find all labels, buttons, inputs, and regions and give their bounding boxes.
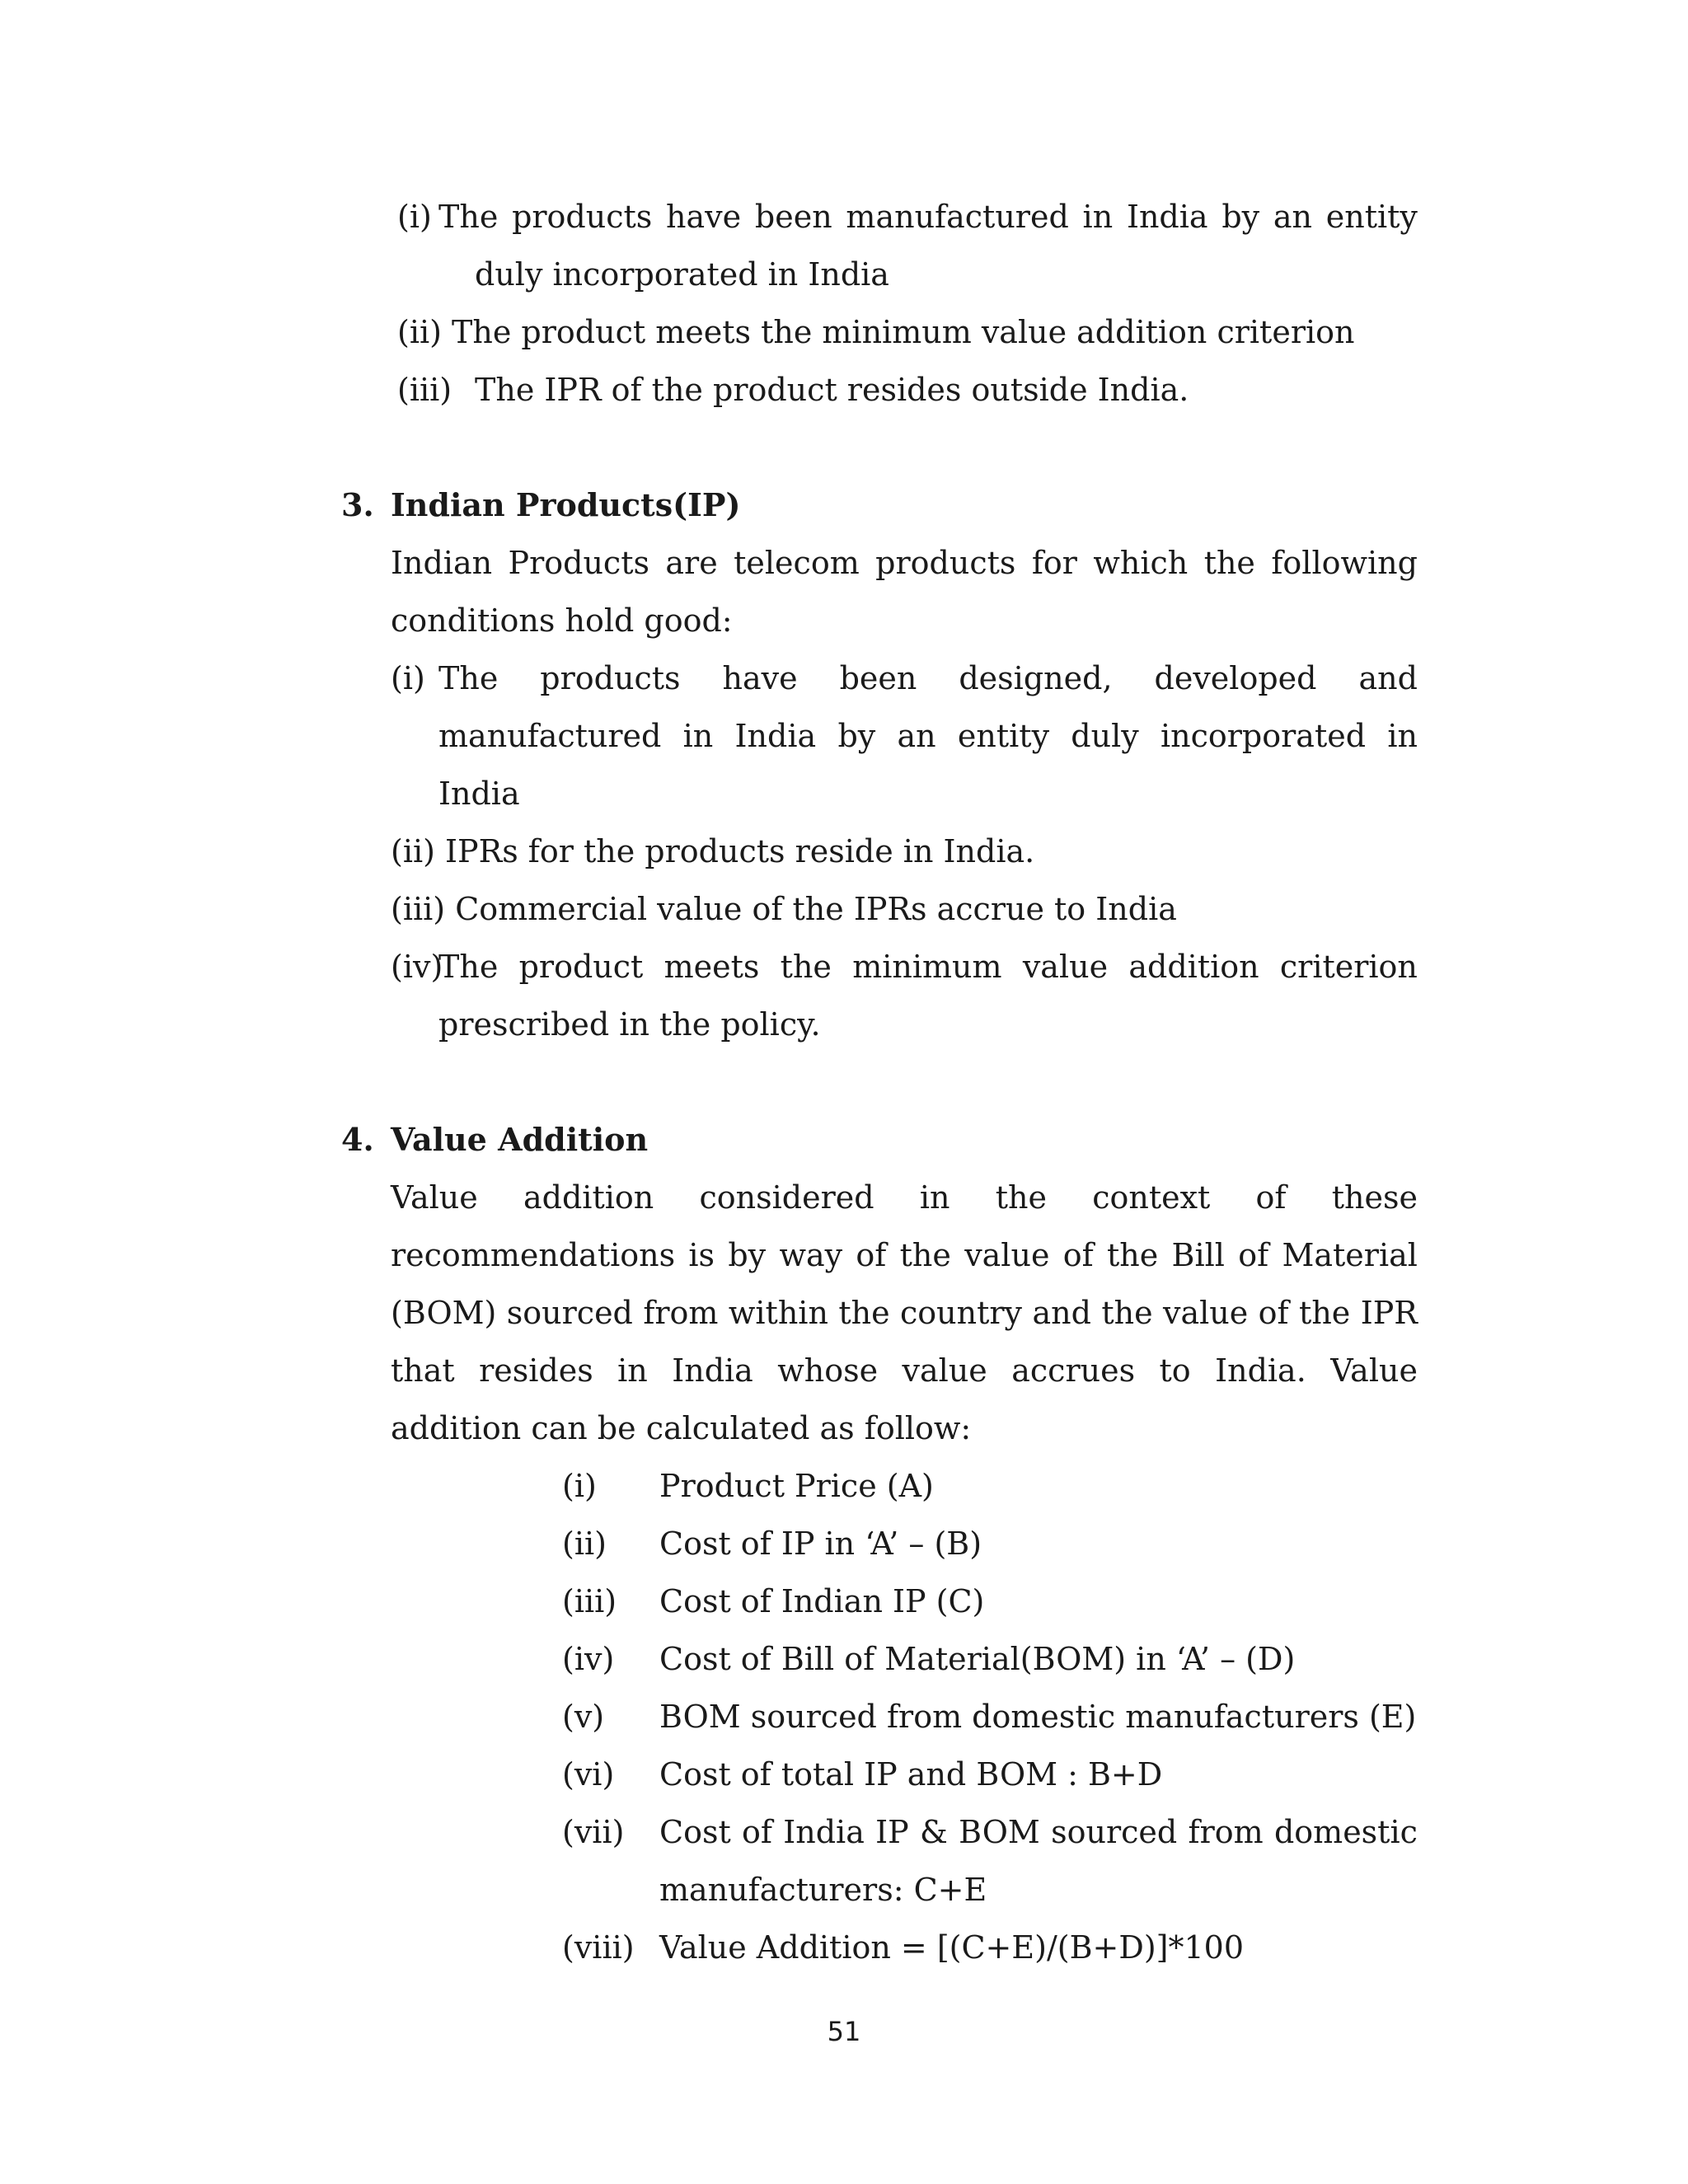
value-addition-item-label: (ii) bbox=[562, 1526, 607, 1562]
value-addition-item-text: Cost of Indian IP (C) bbox=[659, 1583, 985, 1619]
word: duly bbox=[1071, 718, 1139, 754]
word: The bbox=[438, 660, 499, 696]
word: country bbox=[900, 1295, 1023, 1331]
word: telecom bbox=[734, 545, 860, 581]
section-number: 3. bbox=[341, 486, 374, 523]
word: addition bbox=[1128, 949, 1259, 985]
word: IPR bbox=[1360, 1295, 1418, 1331]
word: minimum bbox=[852, 949, 1002, 985]
word: products bbox=[875, 545, 1016, 581]
word: in bbox=[617, 1352, 648, 1389]
word: the bbox=[899, 1237, 951, 1273]
word: for bbox=[1031, 545, 1077, 581]
list-item-line bbox=[438, 707, 1418, 765]
list-item: (iii) Commercial value of the IPRs accrue to India bbox=[391, 891, 1177, 927]
word: these bbox=[1331, 1179, 1418, 1216]
word: developed bbox=[1154, 660, 1317, 696]
word: an bbox=[1273, 199, 1312, 235]
word: an bbox=[897, 718, 936, 754]
word: entity bbox=[1325, 199, 1418, 235]
word: recommendations bbox=[391, 1237, 676, 1273]
word: products bbox=[540, 660, 681, 696]
value-addition-item-text: Value Addition = [(C+E)/(B+D)]*100 bbox=[659, 1929, 1244, 1966]
word: from bbox=[643, 1295, 719, 1331]
list-item-line: The IPR of the product resides outside India. bbox=[475, 372, 1189, 408]
word: of bbox=[742, 1814, 772, 1850]
word: following bbox=[1271, 545, 1418, 581]
word: Cost bbox=[659, 1814, 731, 1850]
paragraph-line: addition can be calculated as follow: bbox=[391, 1410, 972, 1446]
word: Indian bbox=[391, 545, 493, 581]
word: accrues bbox=[1011, 1352, 1136, 1389]
value-addition-item-text: Cost of Bill of Material(BOM) in ‘A’ – (D) bbox=[659, 1641, 1296, 1677]
section-number: 4. bbox=[341, 1121, 374, 1158]
word: The bbox=[438, 199, 499, 235]
word: considered bbox=[699, 1179, 874, 1216]
paragraph-line bbox=[391, 1169, 1418, 1226]
value-addition-item-label: (i) bbox=[562, 1468, 597, 1504]
word: the bbox=[780, 949, 832, 985]
value-addition-item-label: (iii) bbox=[562, 1583, 617, 1619]
word: Value bbox=[1330, 1352, 1418, 1389]
value-addition-item-text: Cost of IP in ‘A’ – (B) bbox=[659, 1526, 982, 1562]
word: domestic bbox=[1273, 1814, 1418, 1850]
section-heading: Indian Products(IP) bbox=[391, 486, 741, 523]
word: by bbox=[837, 718, 876, 754]
word: whose bbox=[777, 1352, 879, 1389]
page-number: 51 bbox=[827, 2016, 861, 2047]
word: in bbox=[919, 1179, 950, 1216]
word: and bbox=[1032, 1295, 1091, 1331]
word: within bbox=[728, 1295, 828, 1331]
word: the bbox=[1299, 1295, 1351, 1331]
word: in bbox=[682, 718, 714, 754]
paragraph-line bbox=[391, 1226, 1418, 1284]
word: the bbox=[995, 1179, 1047, 1216]
word: the bbox=[1106, 1237, 1159, 1273]
word: value bbox=[1022, 949, 1109, 985]
word: IP bbox=[875, 1814, 909, 1850]
paragraph-line bbox=[391, 1342, 1418, 1399]
word: are bbox=[665, 545, 718, 581]
word: BOM bbox=[959, 1814, 1040, 1850]
word: manufactured bbox=[438, 718, 662, 754]
word: been bbox=[754, 199, 832, 235]
section-heading: Value Addition bbox=[391, 1121, 649, 1158]
word: sourced bbox=[1051, 1814, 1178, 1850]
word: way bbox=[779, 1237, 843, 1273]
value-addition-item-label: (viii) bbox=[562, 1929, 635, 1966]
word: is bbox=[688, 1237, 715, 1273]
value-addition-item-label: (iv) bbox=[562, 1641, 615, 1677]
word: The bbox=[438, 949, 499, 985]
word: of bbox=[1258, 1295, 1289, 1331]
word: value bbox=[902, 1352, 987, 1389]
list-item: (ii) The product meets the minimum value addition criterion bbox=[397, 314, 1355, 350]
word: manufactured bbox=[846, 199, 1069, 235]
word: (BOM) bbox=[391, 1295, 497, 1331]
paragraph-line bbox=[391, 534, 1418, 592]
word: sourced bbox=[506, 1295, 633, 1331]
word: resides bbox=[479, 1352, 593, 1389]
word: that bbox=[391, 1352, 455, 1389]
list-item-line bbox=[438, 649, 1418, 707]
word: which bbox=[1093, 545, 1189, 581]
word: India bbox=[734, 718, 817, 754]
word: products bbox=[512, 199, 653, 235]
word: incorporated bbox=[1160, 718, 1367, 754]
word: meets bbox=[663, 949, 760, 985]
word: context bbox=[1092, 1179, 1211, 1216]
word: India bbox=[672, 1352, 753, 1389]
value-addition-item-text: Cost of total IP and BOM : B+D bbox=[659, 1756, 1163, 1793]
paragraph-line: conditions hold good: bbox=[391, 602, 733, 639]
word: Material bbox=[1282, 1237, 1418, 1273]
word: & bbox=[920, 1814, 948, 1850]
value-addition-item-label: (vi) bbox=[562, 1756, 615, 1793]
word: in bbox=[1082, 199, 1114, 235]
list-item-label: (iv) bbox=[391, 949, 443, 985]
value-addition-item-label: (v) bbox=[562, 1699, 605, 1735]
word: and bbox=[1358, 660, 1418, 696]
word: been bbox=[839, 660, 917, 696]
list-item-line: duly incorporated in India bbox=[475, 256, 889, 293]
word: by bbox=[728, 1237, 767, 1273]
list-item-line bbox=[438, 938, 1418, 996]
word: the bbox=[838, 1295, 890, 1331]
value-addition-item-text: BOM sourced from domestic manufacturers (E) bbox=[659, 1699, 1417, 1735]
word: of bbox=[1062, 1237, 1094, 1273]
value-addition-item-label: (vii) bbox=[562, 1814, 625, 1850]
word: addition bbox=[523, 1179, 654, 1216]
word: value bbox=[1163, 1295, 1249, 1331]
list-item-label: (iii) bbox=[397, 372, 452, 408]
word: the bbox=[1101, 1295, 1153, 1331]
list-item-line: India bbox=[438, 776, 520, 812]
word: Products bbox=[508, 545, 649, 581]
word: of bbox=[856, 1237, 887, 1273]
word: of bbox=[1238, 1237, 1269, 1273]
word: Value bbox=[391, 1179, 478, 1216]
word: entity bbox=[957, 718, 1050, 754]
word: of bbox=[1255, 1179, 1287, 1216]
word: India bbox=[783, 1814, 865, 1850]
word: to bbox=[1159, 1352, 1191, 1389]
list-item-label: (i) bbox=[391, 660, 425, 696]
value-addition-item-text: Product Price (A) bbox=[659, 1468, 934, 1504]
value-addition-item-text: manufacturers: C+E bbox=[659, 1872, 987, 1908]
paragraph-line bbox=[391, 1284, 1418, 1342]
word: India. bbox=[1215, 1352, 1306, 1389]
list-item-label: (i) bbox=[397, 199, 432, 235]
list-item-line bbox=[438, 188, 1418, 246]
list-item: (ii) IPRs for the products reside in India. bbox=[391, 833, 1035, 869]
word: have bbox=[722, 660, 798, 696]
word: product bbox=[518, 949, 644, 985]
list-item-line: prescribed in the policy. bbox=[438, 1006, 821, 1043]
word: Bill bbox=[1171, 1237, 1225, 1273]
word: have bbox=[666, 199, 742, 235]
word: the bbox=[1203, 545, 1255, 581]
word: by bbox=[1221, 199, 1260, 235]
word: from bbox=[1188, 1814, 1264, 1850]
word: India bbox=[1126, 199, 1208, 235]
word: value bbox=[964, 1237, 1050, 1273]
word: criterion bbox=[1279, 949, 1418, 985]
value-addition-item-text bbox=[659, 1803, 1418, 1861]
word: designed, bbox=[959, 660, 1113, 696]
word: in bbox=[1387, 718, 1418, 754]
